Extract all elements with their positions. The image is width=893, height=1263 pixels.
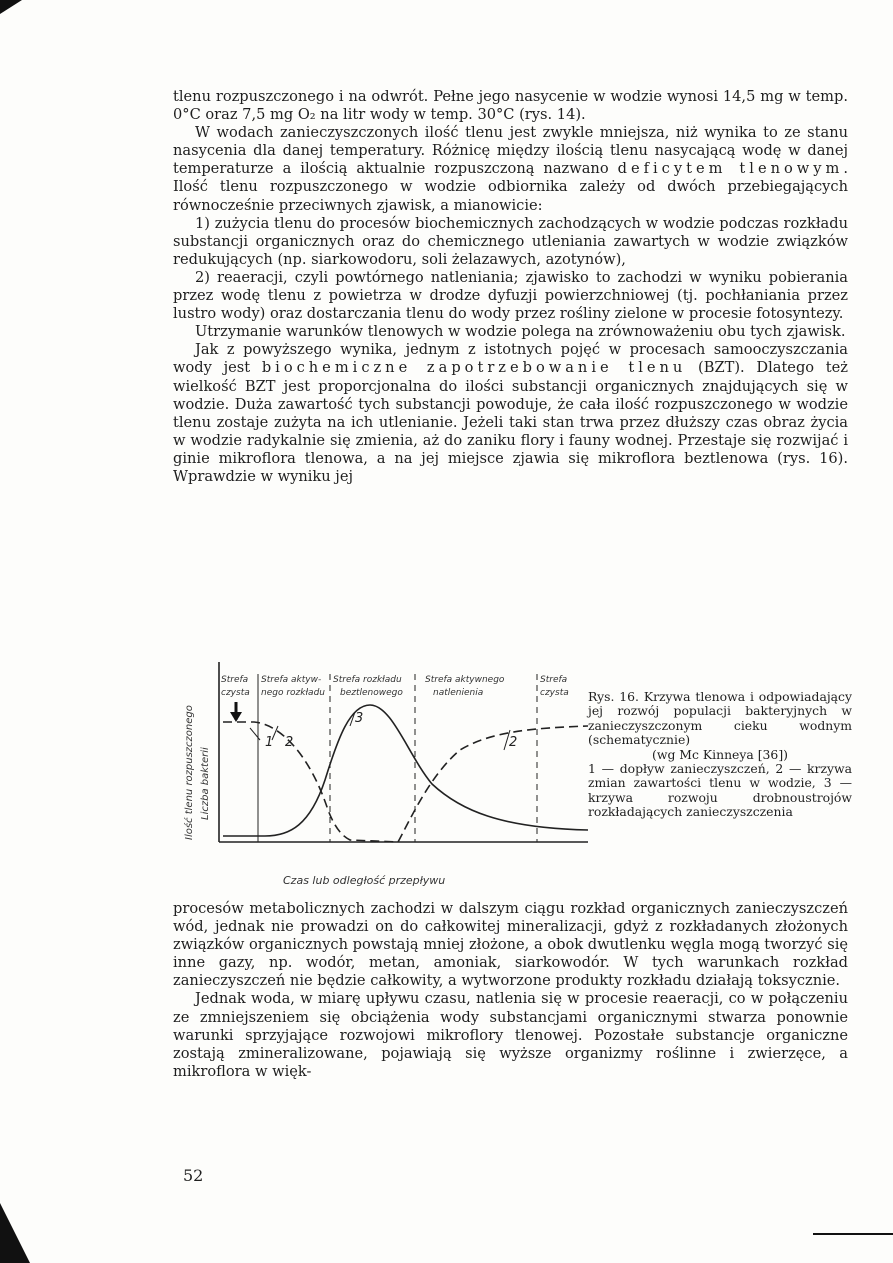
y-axis-label: Liczba bakterii [200, 747, 211, 820]
x-axis-label: Czas lub odległość przepływu [283, 874, 446, 887]
text: W wodach zanieczyszczonych ilość tlenu jest zwykle mniejsza, niż wynika to ze stanu nasycenia dla danej temperatury. Różnicę między ilością tlenu nasycającą wodę w danej temperaturze a ilością aktualnie rozpuszczoną nazwano [173, 124, 848, 178]
caption-source: (wg Mc Kinneya [36]) [652, 746, 788, 762]
zone-label: nego rozkładu [261, 688, 325, 698]
paragraph [173, 341, 848, 486]
zone-label: beztlenowego [340, 688, 403, 698]
zone-label: Strefa rozkładu [333, 675, 402, 685]
text: . Ilość tlenu rozpuszczonego w wodzie odbiornika zależy od dwóch przebiegających równocześnie przeciwnych zjawisk, a mianowicie: [173, 160, 848, 214]
list-item: 1) zużycia tlenu do procesów biochemicznych zachodzących w wodzie podczas rozkładu substancji organicznych oraz do chemicznego utleniania zawartych w wodzie związków redukujących (np. siarkowodoru, soli żelazawych, azotynów), [173, 214, 848, 268]
spaced-term: biochemiczne zapotrzebowanie tlenu [261, 359, 687, 377]
paragraph: tlenu rozpuszczonego i na odwrót. Pełne jego nasycenie w wodzie wynosi 14,5 mg w temp. 0°C oraz 7,5 mg O₂ na litr wody w temp. 30°C (rys. 14). [173, 88, 848, 124]
caption-title: Rys. 16. Krzywa tlenowa i odpowiadający jej rozwój populacji bakteryjnych w zanieczyszczonym cieku wodnym (schematycznie) [588, 689, 852, 748]
zone-label: Strefa aktyw- [261, 675, 322, 685]
zone-label: Strefa [221, 675, 249, 685]
scan-corner-mark-bottom [0, 1203, 30, 1263]
oxygen-curve [223, 722, 588, 842]
spaced-term: deficytem tlenowym [617, 160, 844, 178]
page-number: 52 [183, 1166, 204, 1185]
curve-label: 2 [509, 735, 518, 750]
body-text-top [173, 88, 848, 486]
scan-corner-mark [0, 0, 22, 14]
scan-edge-line [813, 1233, 893, 1235]
bacteria-curve [223, 705, 588, 836]
curve-label: 2 [285, 735, 294, 750]
paragraph: procesów metabolicznych zachodzi w dalszym ciągu rozkład organicznych zanieczyszczeń wód, jednak nie prowadzi on do całkowitej mineralizacji, gdyż z rozkładanych złożonych związków organicznych powstają mniej złożone, a obok dwutlenku węgla mogą tworzyć się inne gazy, np. wodór, metan, amoniak, siarkowodór. W tych warunkach rozkład zanieczyszczeń nie będzie całkowity, a wytworzone produkty rozkładu działają toksycznie. [173, 900, 848, 990]
paragraph [173, 124, 848, 214]
y-axis-label: Ilość tlenu rozpuszczonego [184, 705, 195, 840]
figure-caption [588, 690, 852, 820]
paragraph: Jednak woda, w miarę upływu czasu, natlenia się w procesie reaeracji, co w połączeniu ze zmniejszeniem się obciążenia wody substancjami organicznymi stwarza ponownie warunki sprzyjające rozwojowi mikroflory tlenowej. Pozostałe substancje organiczne zostają zmineralizowane, pojawiają się wyższe organizmy roślinne i zwierzęce, a mikroflora w więk- [173, 990, 848, 1080]
zone-label: czysta [221, 688, 250, 698]
curve-label: 3 [355, 711, 364, 726]
oxygen-curve-diagram [170, 660, 590, 890]
text: Jak z powyższego wynika, jednym z istotnych pojęć w procesach samooczyszczania wody jest [173, 341, 848, 377]
zone-label: czysta [540, 688, 569, 698]
list-item: 2) reaeracji, czyli powtórnego natleniania; zjawisko to zachodzi w wyniku pobierania przez wodę tlenu z powietrza w drodze dyfuzji powierzchniowej (tj. pochłaniania przez lustro wody) oraz dostarczania tlenu do wody przez rośliny zielone w procesie fotosyntezy. [173, 268, 848, 323]
paragraph: Utrzymanie warunków tlenowych w wodzie polega na zrównoważeniu obu tych zjawisk. [195, 323, 846, 341]
curve-label: 1 [265, 735, 274, 750]
zone-label: natlenienia [433, 688, 484, 698]
inflow-arrowhead [230, 712, 242, 722]
body-text-bottom [173, 900, 848, 1081]
zone-label: Strefa aktywnego [425, 675, 505, 685]
text: (BZT). Dlatego też wielkość BZT jest proporcjonalna do ilości substancji organicznych znajdujących się w wodzie. Duża zawartość tych substancji powoduje, że cała ilość rozpuszczonego w wodzie tlenu zostaje zużyta na ich utlenianie. Jeżeli taki stan trwa przez dłuższy czas obraz życia w wodzie radykalnie się zmienia, aż do zaniku flory i fauny wodnej. Przestaje się rozwijać i ginie mikroflora tlenowa, a na jej miejsce zjawia się mikroflora beztlenowa (rys. 16). Wprawdzie w wyniku jej [173, 359, 848, 485]
zone-label: Strefa [540, 675, 568, 685]
caption-legend: 1 — dopływ zanieczyszczeń, 2 — krzywa zmian zawartości tlenu w wodzie, 3 — krzywa rozwoju drobnoustrojów rozkładających zanieczyszczenia [588, 761, 852, 820]
